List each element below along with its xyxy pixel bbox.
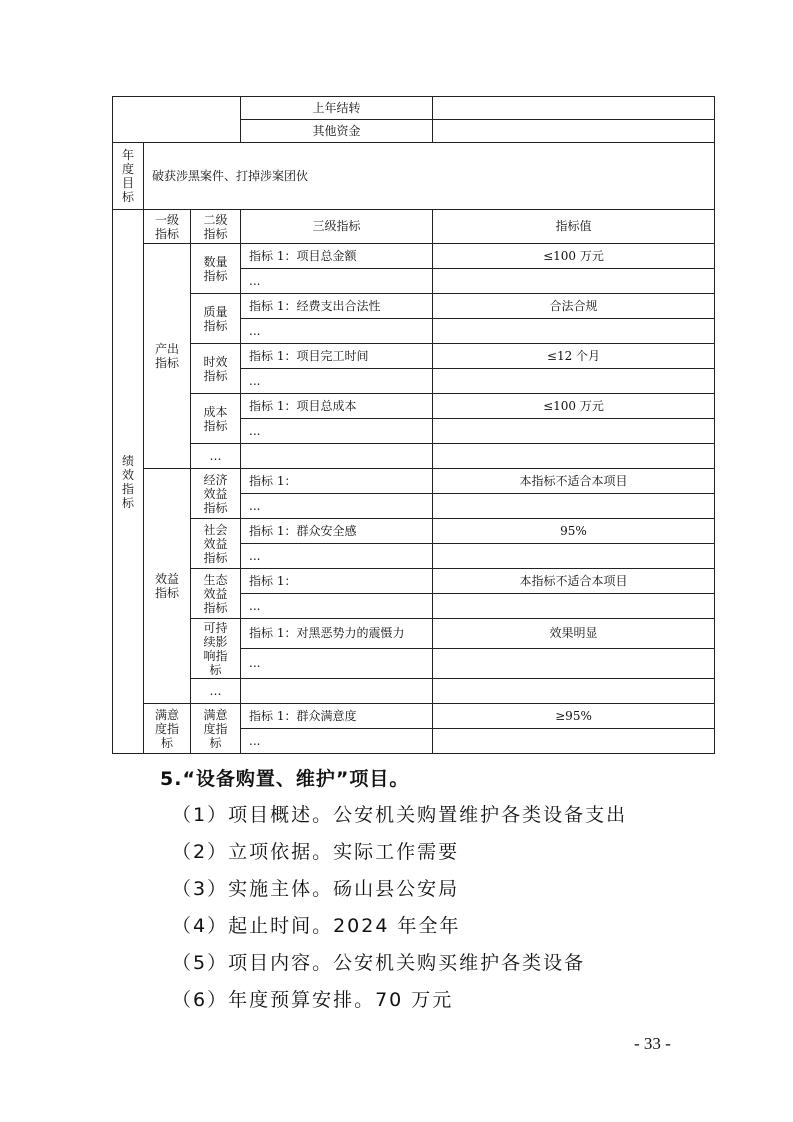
- timeliness-label: 时效指标: [191, 344, 241, 394]
- indicator-cell: [241, 679, 433, 704]
- value-cell: [433, 544, 715, 569]
- value-cell: [433, 419, 715, 444]
- cost-label: 成本指标: [191, 394, 241, 444]
- table-row: [113, 344, 715, 369]
- indicator-cell: ...: [241, 269, 433, 294]
- list-item: （6）年度预算安排。70 万元: [172, 989, 454, 1011]
- value-cell: 本指标不适合本项目: [433, 469, 715, 494]
- social-label: 社会效益指标: [191, 519, 241, 569]
- value-cell: 合法合规: [433, 294, 715, 319]
- value-cell: 95%: [433, 519, 715, 544]
- other-funds-label: 其他资金: [241, 120, 433, 143]
- other-funds-value: [433, 120, 715, 143]
- indicator-cell: 指标 1：经费支出合法性: [241, 294, 433, 319]
- benefit-label: 效益指标: [144, 469, 191, 704]
- ecological-label: 生态效益指标: [191, 569, 241, 619]
- economic-label: 经济效益指标: [191, 469, 241, 519]
- quality-label: 质量指标: [191, 294, 241, 344]
- indicator-cell: [241, 444, 433, 469]
- level2-header: 二级指标: [191, 210, 241, 244]
- value-cell: ≥95%: [433, 704, 715, 729]
- indicator-cell: 指标 1：: [241, 469, 433, 494]
- funding-row: [113, 97, 715, 120]
- indicator-cell: 指标 1：项目总成本: [241, 394, 433, 419]
- list-item: （4）起止时间。2024 年全年: [172, 915, 461, 937]
- prev-year-carryover-value: [433, 97, 715, 120]
- value-cell: 本指标不适合本项目: [433, 569, 715, 594]
- indicator-cell: 指标 1：群众安全感: [241, 519, 433, 544]
- benefit-more-cell: …: [191, 679, 241, 704]
- indicator-cell: ...: [241, 594, 433, 619]
- annual-goal-label: 年度目标: [113, 143, 144, 210]
- table-header-row: [113, 210, 715, 244]
- value-cell: [433, 594, 715, 619]
- value-cell: ≤100 万元: [433, 244, 715, 269]
- page-number: - 33 -: [634, 1034, 671, 1053]
- table-row: [113, 444, 715, 469]
- table-row: [113, 469, 715, 494]
- table-row: [113, 679, 715, 704]
- sustainable-label: 可持续影响指标: [191, 619, 241, 679]
- table-row: [113, 619, 715, 649]
- indicator-cell: ...: [241, 729, 433, 754]
- table-row: [113, 569, 715, 594]
- value-cell: [433, 319, 715, 344]
- performance-table: [112, 96, 715, 754]
- list-item: （3）实施主体。砀山县公安局: [172, 878, 460, 900]
- list-item: （2）立项依据。实际工作需要: [172, 841, 460, 863]
- table-row: [113, 394, 715, 419]
- annual-goal-row: [113, 143, 715, 210]
- table-row: [113, 244, 715, 269]
- output-more-cell: …: [191, 444, 241, 469]
- value-cell: [433, 494, 715, 519]
- value-header: 指标值: [433, 210, 715, 244]
- value-cell: [433, 369, 715, 394]
- indicator-cell: ...: [241, 649, 433, 679]
- perf-indicator-label: 绩效指标: [113, 210, 144, 754]
- indicator-cell: 指标 1：项目完工时间: [241, 344, 433, 369]
- output-label: 产出指标: [144, 244, 191, 469]
- level1-header: 一级指标: [144, 210, 191, 244]
- quantity-label: 数量指标: [191, 244, 241, 294]
- level3-header: 三级指标: [241, 210, 433, 244]
- value-cell: [433, 649, 715, 679]
- indicator-cell: ...: [241, 319, 433, 344]
- value-cell: ≤12 个月: [433, 344, 715, 369]
- list-item: （5）项目内容。公安机关购买维护各类设备: [172, 952, 586, 974]
- value-cell: [433, 269, 715, 294]
- table-row: [113, 704, 715, 729]
- funding-blank-cell: [113, 97, 241, 143]
- indicator-cell: 指标 1：对黑恶势力的震慑力: [241, 619, 433, 649]
- table-row: [113, 294, 715, 319]
- value-cell: ≤100 万元: [433, 394, 715, 419]
- annual-goal-value: 破获涉黑案件、打掉涉案团伙: [144, 143, 715, 210]
- value-cell: [433, 444, 715, 469]
- indicator-cell: 指标 1：: [241, 569, 433, 594]
- satisfaction-label: 满意度指标: [144, 704, 191, 754]
- table-row: [113, 519, 715, 544]
- value-cell: 效果明显: [433, 619, 715, 649]
- indicator-cell: ...: [241, 419, 433, 444]
- indicator-cell: 指标 1：群众满意度: [241, 704, 433, 729]
- indicator-cell: ...: [241, 494, 433, 519]
- satisfaction-sub-label: 满意度指标: [191, 704, 241, 754]
- prev-year-carryover-label: 上年结转: [241, 97, 433, 120]
- indicator-cell: 指标 1：项目总金额: [241, 244, 433, 269]
- value-cell: [433, 679, 715, 704]
- indicator-cell: ...: [241, 369, 433, 394]
- indicator-cell: ...: [241, 544, 433, 569]
- value-cell: [433, 729, 715, 754]
- list-item: （1）项目概述。公安机关购置维护各类设备支出: [172, 804, 628, 826]
- section-heading: 5.“设备购置、维护”项目。: [160, 768, 410, 790]
